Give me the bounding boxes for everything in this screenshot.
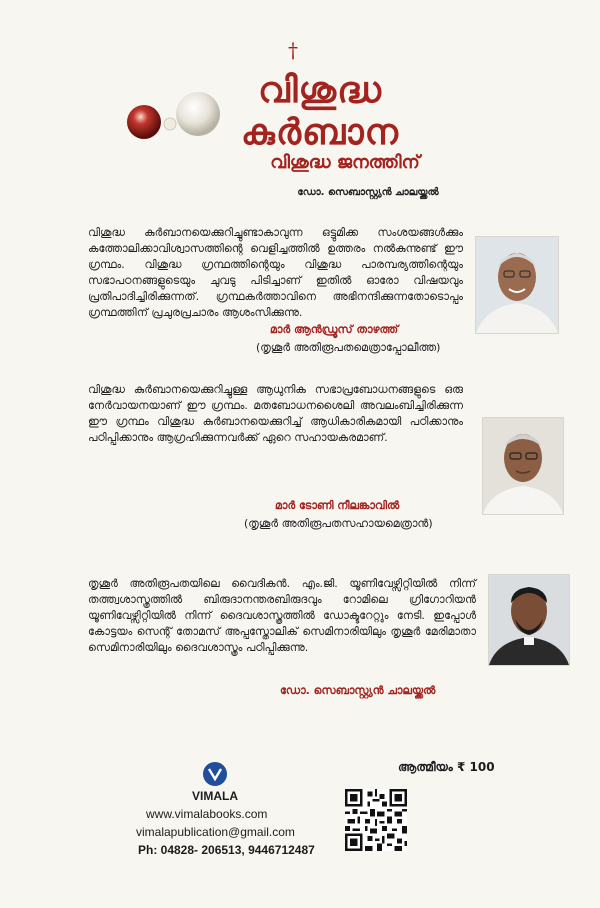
blurb-2-signature: മാർ ടോണി നീലങ്കാവിൽ [275,499,400,512]
publisher-phone: Ph: 04828- 206513, 9446712487 [138,843,315,857]
book-title-line-2: കുർബാന [241,112,399,153]
publisher-email: vimalapublication@gmail.com [136,825,295,839]
cross-icon: † [288,38,298,62]
blurb-2-role: (തൃശൂർ അതിരൂപതസഹായമെത്രാൻ) [244,517,433,530]
blurb-2-text: വിശുദ്ധ കുർബാനയെക്കുറിച്ചുള്ള ആധുനിക സഭാപ്രബോധനങ്ങളുടെ ഒരു നേർവായനയാണ് ഈ ഗ്രന്ഥം. മതബോധനശൈലി അവലംബിച്ചിരിക്കുന്ന ഈ ഗ്രന്ഥം വിശുദ്ധ കുർബാനയെക്കുറിച്ച് ആധികാരികമായി പഠിക്കാനും പഠിപ്പിക്കാനും ആഗ്രഹിക്കുന്നവർക്ക് ഏറെ സഹായകരമാണ്. [88,383,463,444]
portrait-icon [483,418,563,514]
blurb-3-text: തൃശൂർ അതിരൂപതയിലെ വൈദികൻ. എം.ജി. യൂണിവേഴ്സിറ്റിയിൽ നിന്ന് തത്ത്വശാസ്ത്രത്തിൽ ബിരുദാനന്തരബിരുദവും റോമിലെ ഗ്രിഗോറിയൻ യൂണിവേഴ്സിറ്റിയിൽ നിന്ന് ദൈവശാസ്ത്രത്തിൽ ഡോക്ടറേറ്റും നേടി. ഇപ്പോൾ കോട്ടയം സെന്റ് തോമസ് അപ്പസ്തോലിക് സെമിനാരിയിലും തൃശൂർ മേരിമാതാ സെമിനാരിയിലും ദൈവശാസ്ത്രം പഠിപ്പിക്കുന്നു. [88,577,476,654]
blurb-1-role: (തൃശൂർ അതിരൂപതമെത്രാപ്പോലീത്ത) [256,341,441,354]
portrait-photo-1 [475,236,559,334]
book-title-line-1: വിശുദ്ധ [258,70,382,111]
author-name: ഡോ. സെബാസ്റ്റ്യൻ ചാലയ്ക്കൽ [297,187,439,198]
book-title-line-3: വിശുദ്ധ ജനത്തിന് [270,152,420,173]
publisher-website: www.vimalabooks.com [146,807,268,821]
blurb-1-text: വിശുദ്ധ കുർബാനയെക്കുറിച്ചുണ്ടാകാവുന്ന ഒട്ടുമിക്ക സംശയങ്ങൾക്കും കത്തോലിക്കാവിശ്വാസത്തിന്റെ വെളിച്ചത്തിൽ ഉത്തരം നൽകുന്നുണ്ട് ഈ ഗ്രന്ഥം. വിശുദ്ധ ഗ്രന്ഥത്തിന്റെയും വിശുദ്ധ പാരമ്പര്യത്തിന്റെയും സഭാപഠനങ്ങളുടെയും ചുവടു പിടിച്ചാണ് ഇതിൽ ഓരോ വിഷയവും പ്രതിപാദിച്ചിരിക്കുന്നത്. ഗ്രന്ഥകർത്താവിനെ അഭിനന്ദിക്കുന്നതോടൊപ്പം ഗ്രന്ഥത്തിന് പ്രചുരപ്രചാരം ആശംസിക്കുന്നു. [88,226,463,319]
portrait-photo-2 [482,417,564,515]
portrait-photo-3 [488,574,570,666]
portrait-icon [476,237,558,333]
blurb-3-signature: ഡോ. സെബാസ്റ്റ്യൻ ചാലയ്ക്കൽ [280,684,436,697]
portrait-icon [489,575,569,665]
rosary-beads-image [120,88,230,148]
publisher-logo-icon [203,762,227,786]
qr-code-icon [345,789,407,851]
blurb-1-signature: മാർ ആൻഡ്രൂസ് താഴത്ത് [270,323,399,336]
price-label: ആത്മീയം ₹ 100 [398,760,495,774]
publisher-name: VIMALA [192,789,238,803]
